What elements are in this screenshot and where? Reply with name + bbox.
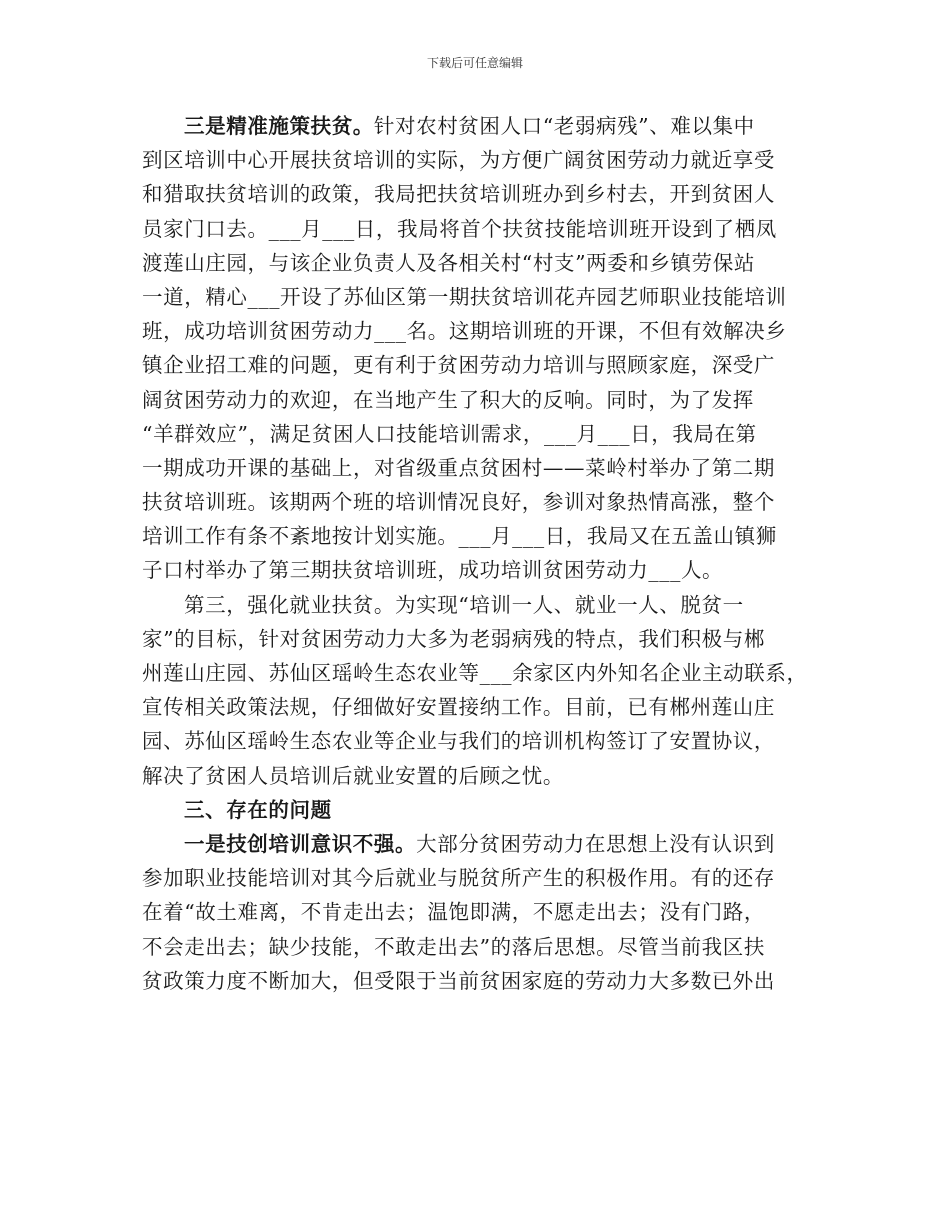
- document-body: [142, 109, 822, 998]
- text-line: 和猎取扶贫培训的政策，我局把扶贫培训班办到乡村去，开到贫困人: [142, 182, 775, 207]
- text-line: 到区培训中心开展扶贫培训的实际，为方便广阔贫困劳动力就近享受: [142, 148, 775, 173]
- text-line: “羊群效应”，满足贫困人口技能培训需求，___月___日，我局在第: [142, 421, 757, 446]
- line-rest: 针对农村贫困人口“老弱病残”、难以集中: [373, 114, 755, 138]
- text-line: 渡莲山庄园，与该企业负责人及各相关村“村支”两委和乡镇劳保站: [142, 250, 755, 275]
- text-line: 第三，强化就业扶贫。为实现“培训一人、就业一人、脱贫一: [184, 592, 744, 617]
- text-line: 阔贫困劳动力的欢迎，在当地产生了积大的反响。同时，为了发挥: [142, 387, 754, 412]
- text-line: 班，成功培训贫困劳动力___名。这期培训班的开课，不但有效解决乡: [142, 319, 787, 344]
- text-line: 宣传相关政策法规，仔细做好安置接纳工作。目前，已有郴州莲山庄: [142, 695, 775, 720]
- text-line: 在着“故土难离，不肯走出去；温饱即满，不愿走出去；没有门路，: [142, 900, 765, 925]
- paragraph-lead-heading: 三是精准施策扶贫。: [184, 114, 374, 138]
- text-line: 贫政策力度不断加大，但受限于当前贫困家庭的劳动力大多数已外出: [142, 968, 775, 993]
- text-line: 园、苏仙区瑶岭生态农业等企业与我们的培训机构签订了安置协议，: [142, 729, 775, 754]
- paragraph-precise-poverty-alleviation: [142, 109, 822, 588]
- text-line: 镇企业招工难的问题，更有利于贫困劳动力培训与照顾家庭，深受广: [142, 353, 775, 378]
- section-heading-existing-problems: 三、存在的问题: [184, 797, 332, 822]
- text-line: 一道，精心___开设了苏仙区第一期扶贫培训花卉园艺师职业技能培训: [142, 284, 787, 309]
- line-rest: 大部分贫困劳动力在思想上没有认识到: [416, 831, 775, 856]
- paragraph-training-awareness: [142, 827, 822, 998]
- text-line: 解决了贫困人员培训后就业安置的后顾之忧。: [142, 763, 564, 788]
- text-line: 子口村举办了第三期扶贫培训班，成功培训贫困劳动力___人。: [142, 558, 724, 583]
- text-line: 州莲山庄园、苏仙区瑶岭生态农业等___余家区内外知名企业主动联系，: [142, 661, 808, 685]
- text-line: [142, 109, 822, 143]
- paragraph-employment-poverty-alleviation: [142, 588, 822, 793]
- text-line: 扶贫培训班。该期两个班的培训情况良好，参训对象热情高涨，整个: [142, 490, 775, 515]
- text-line: 一期成功开课的基础上，对省级重点贫困村——菜岭村举办了第二期: [142, 455, 775, 480]
- text-line: 员家门口去。___月___日，我局将首个扶贫技能培训班开设到了栖凤: [142, 216, 777, 241]
- text-line: 培训工作有条不紊地按计划实施。___月___日，我局又在五盖山镇狮: [142, 524, 777, 549]
- text-line: 不会走出去；缺少技能，不敢走出去”的落后思想。尽管当前我区扶: [142, 934, 765, 959]
- page-header: 下载后可任意编辑: [426, 56, 523, 70]
- text-line: 家”的目标，针对贫困劳动力大多为老弱病残的特点，我们积极与郴: [142, 626, 765, 651]
- text-line: [142, 827, 822, 861]
- paragraph-lead-heading: 一是技创培训意识不强。: [184, 831, 417, 856]
- text-line: 参加职业技能培训对其今后就业与脱贫所产生的积极作用。有的还存: [142, 866, 775, 891]
